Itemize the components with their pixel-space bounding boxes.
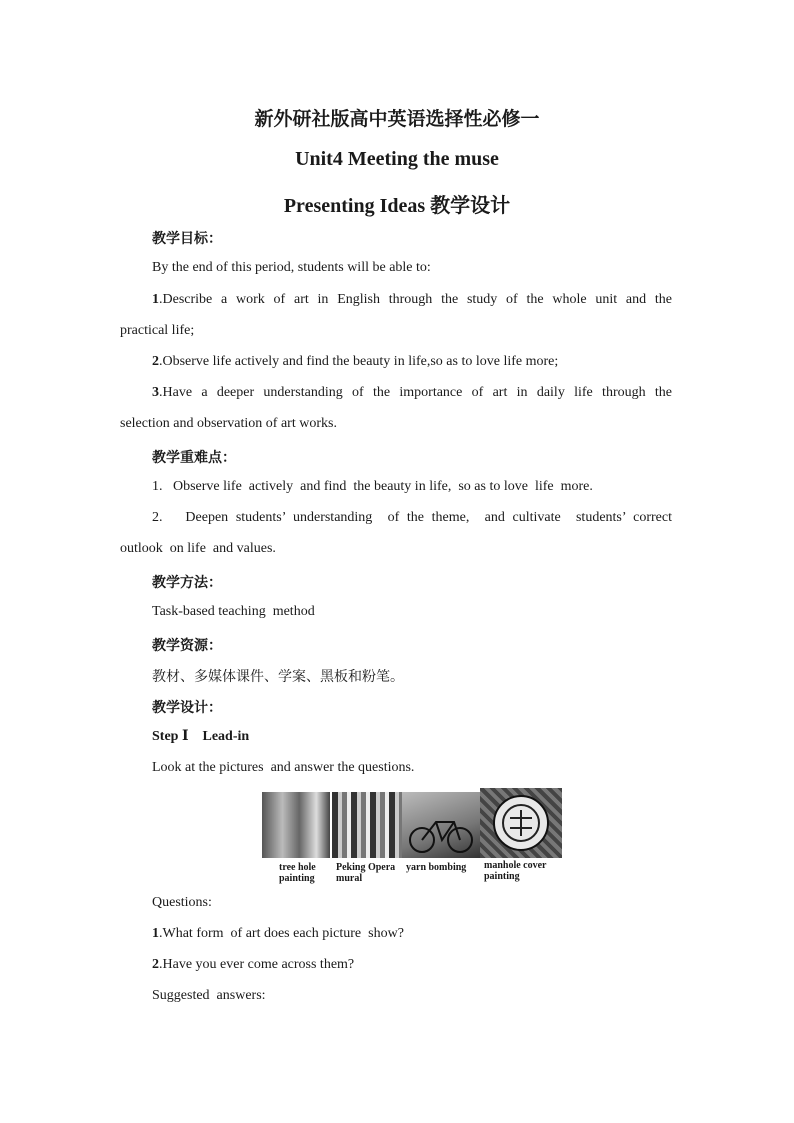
unit-title: Unit4 Meeting the muse (295, 148, 499, 170)
objective-item: 1.Describe a work of art in English through the study of the whole unit and the (152, 292, 672, 307)
questions-label: Questions: (152, 895, 212, 910)
resources-text: 教材、多媒体课件、学案、黑板和粉笔。 (152, 669, 404, 685)
key-points-heading: 教学重难点： (152, 450, 236, 466)
answers-label: Suggested answers: (152, 988, 266, 1003)
objectives-heading: 教学目标： (152, 231, 222, 247)
question-item: 2.Have you ever come across them? (152, 957, 355, 972)
methods-text: Task-based teaching method (152, 604, 315, 619)
design-heading: 教学设计： (152, 700, 222, 716)
art-pictures (262, 786, 564, 886)
objective-item-continued: practical life; (120, 323, 195, 338)
step-instruction: Look at the pictures and answer the questions. (152, 760, 415, 775)
key-point-item-continued: outlook on life and values. (120, 541, 276, 556)
step-heading: Step Ⅰ Lead-in (152, 729, 250, 744)
mural-photo (332, 792, 402, 858)
objective-item: 2.Observe life actively and find the beauty in life,so as to love life more; (152, 354, 559, 369)
picture-caption: Peking Opera mural (336, 862, 396, 884)
key-point-item: 2. Deepen students’ understanding of the theme, and cultivate students’ correct (152, 510, 672, 525)
picture-caption: yarn bombing (406, 862, 467, 873)
objective-item: 3.Have a deeper understanding of the importance of art in daily life through the (152, 385, 672, 400)
bicycle-photo (402, 792, 480, 858)
tree-hole-photo (262, 792, 330, 858)
objective-item-continued: selection and observation of art works. (120, 416, 337, 431)
methods-heading: 教学方法： (152, 575, 222, 591)
key-point-item: 1. Observe life actively and find the beauty in life, so as to love life more. (152, 479, 593, 494)
picture-caption: tree hole painting (279, 862, 316, 884)
document-title: 新外研社版高中英语选择性必修一 (254, 108, 540, 130)
question-item: 1.What form of art does each picture show? (152, 926, 404, 941)
resources-heading: 教学资源： (152, 638, 222, 654)
picture-caption: manhole cover painting (484, 860, 547, 882)
lesson-title: Presenting Ideas 教学设计 (283, 195, 511, 217)
objectives-intro: By the end of this period, students will be able to: (152, 260, 431, 275)
manhole-photo (480, 788, 562, 858)
